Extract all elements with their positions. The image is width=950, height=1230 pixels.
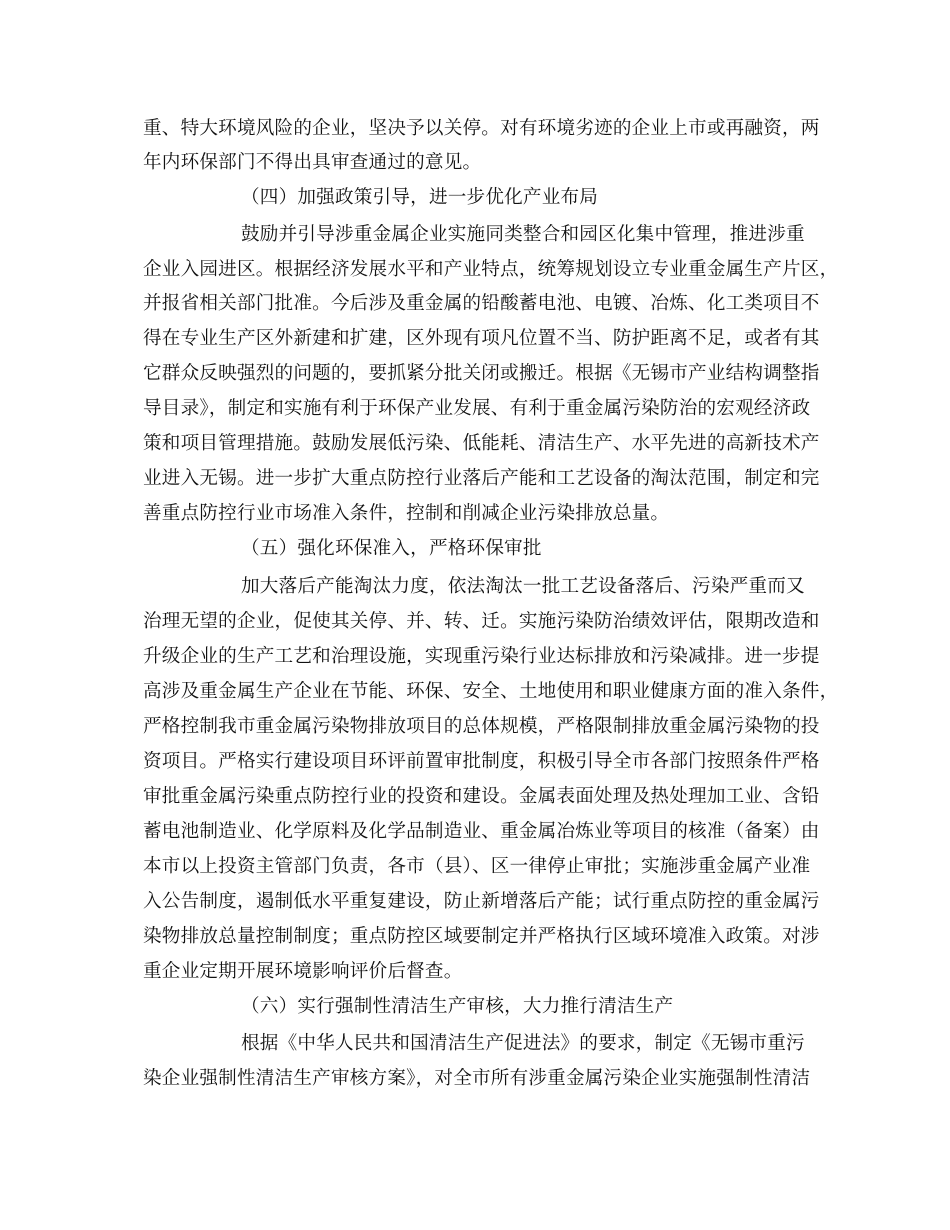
text-line: 染物排放总量控制制度；重点防控区域要制定并严格执行区域环境准入政策。对涉 [143, 926, 820, 947]
section-heading-6: （六）实行强制性清洁生产审核，大力推行清洁生产 [241, 996, 674, 1017]
text-line: 得在专业生产区外新建和扩建，区外现有项凡位置不当、防护距离不足，或者有其 [143, 328, 820, 349]
text-line: 本市以上投资主管部门负责，各市（县）、区一律停止审批；实施涉重金属产业准 [143, 856, 811, 877]
text-line: 严格控制我市重金属污染物排放项目的总体规模，严格限制排放重金属污染物的投 [143, 716, 820, 737]
section-heading-4: （四）加强政策引导，进一步优化产业布局 [241, 187, 599, 208]
text-line: 重企业定期开展环境影响评价后督查。 [143, 961, 463, 982]
paragraph-start: 根据《中华人民共和国清洁生产促进法》的要求，制定《无锡市重污 [241, 1033, 805, 1054]
text-line: 导目录》，制定和实施有利于环保产业发展、有利于重金属污染防治的宏观经济政 [143, 398, 811, 419]
text-line: 治理无望的企业，促使其关停、并、转、迁。实施污染防治绩效评估，限期改造和 [143, 611, 820, 632]
text-line: 入公告制度，遏制低水平重复建设，防止新增落后产能；试行重点防控的重金属污 [143, 891, 820, 912]
text-line: 审批重金属污染重点防控行业的投资和建设。金属表面处理及热处理加工业、含铅 [143, 786, 820, 807]
text-line: 并报省相关部门批准。今后涉及重金属的铅酸蓄电池、电镀、冶炼、化工类项目不 [143, 293, 820, 314]
text-line: 重、特大环境风险的企业，坚决予以关停。对有环境劣迹的企业上市或再融资，两 [143, 118, 820, 139]
text-line: 染企业强制性清洁生产审核方案》，对全市所有涉重金属污染企业实施强制性清洁 [143, 1068, 811, 1089]
text-line: 善重点防控行业市场准入条件，控制和削减企业污染排放总量。 [143, 503, 670, 524]
text-line: 它群众反映强烈的问题的，要抓紧分批关闭或搬迁。根据《无锡市产业结构调整指 [143, 363, 820, 384]
text-line: 资项目。严格实行建设项目环评前置审批制度，积极引导全市各部门按照条件严格 [143, 751, 820, 772]
text-line: 蓄电池制造业、化学原料及化学品制造业、重金属冶炼业等项目的核准（备案）由 [143, 821, 820, 842]
section-heading-5: （五）强化环保准入，严格环保审批 [241, 538, 542, 559]
text-line: 企业入园进区。根据经济发展水平和产业特点，统筹规划设立专业重金属生产片区， [143, 259, 839, 280]
text-line: 策和项目管理措施。鼓励发展低污染、低能耗、清洁生产、水平先进的高新技术产 [143, 433, 820, 454]
text-line: 高涉及重金属生产企业在节能、环保、安全、土地使用和职业健康方面的准入条件， [143, 681, 839, 702]
paragraph-start: 加大落后产能淘汰力度，依法淘汰一批工艺设备落后、污染严重而又 [241, 576, 805, 597]
text-line: 业进入无锡。进一步扩大重点防控行业落后产能和工艺设备的淘汰范围，制定和完 [143, 468, 820, 489]
text-line: 升级企业的生产工艺和治理设施，实现重污染行业达标排放和污染减排。进一步提 [143, 646, 820, 667]
text-line: 年内环保部门不得出具审查通过的意见。 [143, 152, 482, 173]
paragraph-start: 鼓励并引导涉重金属企业实施同类整合和园区化集中管理，推进涉重 [241, 224, 805, 245]
